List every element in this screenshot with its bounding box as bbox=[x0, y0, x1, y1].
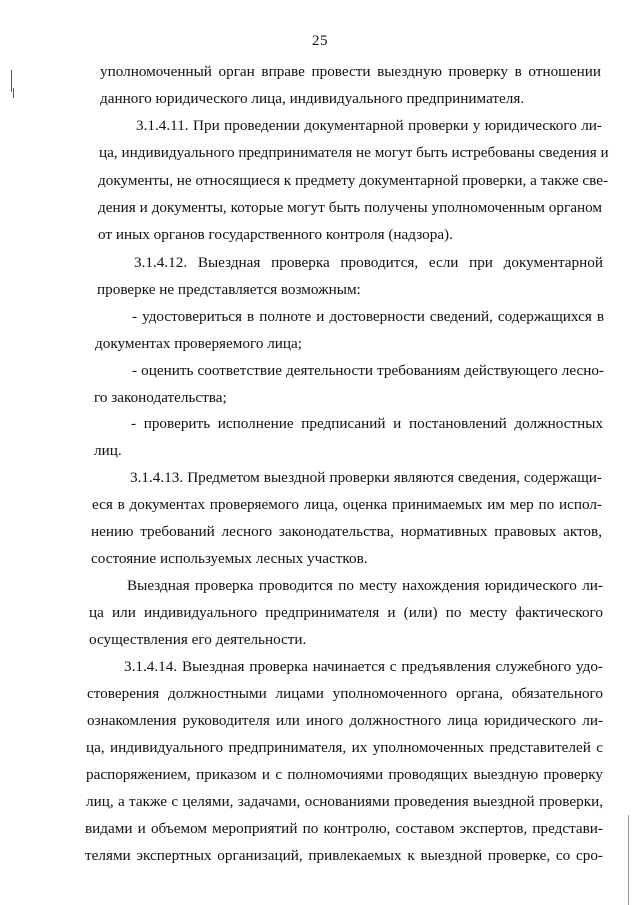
text-line: нению требований лесного законодательства, нормативных правовых актов, bbox=[91, 523, 602, 540]
text-line: от иных органов государственного контроля (надзора). bbox=[98, 226, 453, 243]
scan-mark bbox=[13, 88, 14, 98]
text-line: еся в документах проверяемого лица, оценка принимаемых им мер по испол- bbox=[92, 496, 602, 513]
text-line: документы, не относящиеся к предмету документарной проверки, а также све- bbox=[98, 172, 609, 189]
text-line: - оценить соответствие деятельности требованиям действующего лесно- bbox=[132, 362, 604, 379]
text-line: ца, индивидуального предпринимателя, их уполномоченных представителей с bbox=[86, 739, 603, 756]
text-line: состояние используемых лесных участков. bbox=[91, 550, 368, 567]
text-line: проверке не представляется возможным: bbox=[97, 281, 361, 298]
text-line: го законодательства; bbox=[94, 389, 227, 406]
text-line: - удостовериться в полноте и достоверности сведений, содержащихся в bbox=[132, 308, 604, 325]
text-line: данного юридического лица, индивидуального предпринимателя. bbox=[100, 90, 525, 107]
text-line: видами и объемом мероприятий по контролю, составом экспертов, представи- bbox=[85, 820, 603, 837]
scan-edge bbox=[628, 815, 629, 905]
text-line: 3.1.4.11. При проведении документарной проверки у юридического ли- bbox=[136, 117, 602, 134]
text-line: ознакомления руководителя или иного должностного лица юридического ли- bbox=[87, 712, 603, 729]
text-line: 3.1.4.14. Выездная проверка начинается с предъявления служебного удо- bbox=[124, 658, 603, 675]
text-line: Выездная проверка проводится по месту нахождения юридического ли- bbox=[127, 577, 603, 594]
text-line: стоверения должностными лицами уполномоченного органа, обязательного bbox=[87, 685, 603, 702]
text-line: телями экспертных организаций, привлекаемых к выездной проверке, со сро- bbox=[85, 847, 603, 864]
text-line: - проверить исполнение предписаний и постановлений должностных bbox=[131, 415, 603, 432]
text-line: ца или индивидуального предпринимателя и (или) по месту фактического bbox=[89, 604, 603, 621]
text-line: ца, индивидуального предпринимателя не могут быть истребованы сведения и bbox=[99, 144, 609, 161]
text-line: уполномоченный орган вправе провести выездную проверку в отношении bbox=[100, 63, 601, 80]
text-line: лиц, а также с целями, задачами, основаниями проведения выездной проверки, bbox=[86, 793, 603, 810]
scan-mark bbox=[11, 70, 12, 92]
text-line: 3.1.4.13. Предметом выездной проверки являются сведения, содержащи- bbox=[130, 469, 602, 486]
text-line: 3.1.4.12. Выездная проверка проводится, если при документарной bbox=[134, 254, 603, 271]
text-line: документах проверяемого лица; bbox=[95, 335, 303, 352]
text-line: осуществления его деятельности. bbox=[89, 631, 307, 648]
page-number: 25 bbox=[312, 33, 328, 49]
text-line: лиц. bbox=[94, 442, 122, 459]
text-line: дения и документы, которые могут быть получены уполномоченным органом bbox=[98, 199, 602, 216]
text-line: распоряжением, приказом и с полномочиями проводящих выездную проверку bbox=[86, 766, 603, 783]
